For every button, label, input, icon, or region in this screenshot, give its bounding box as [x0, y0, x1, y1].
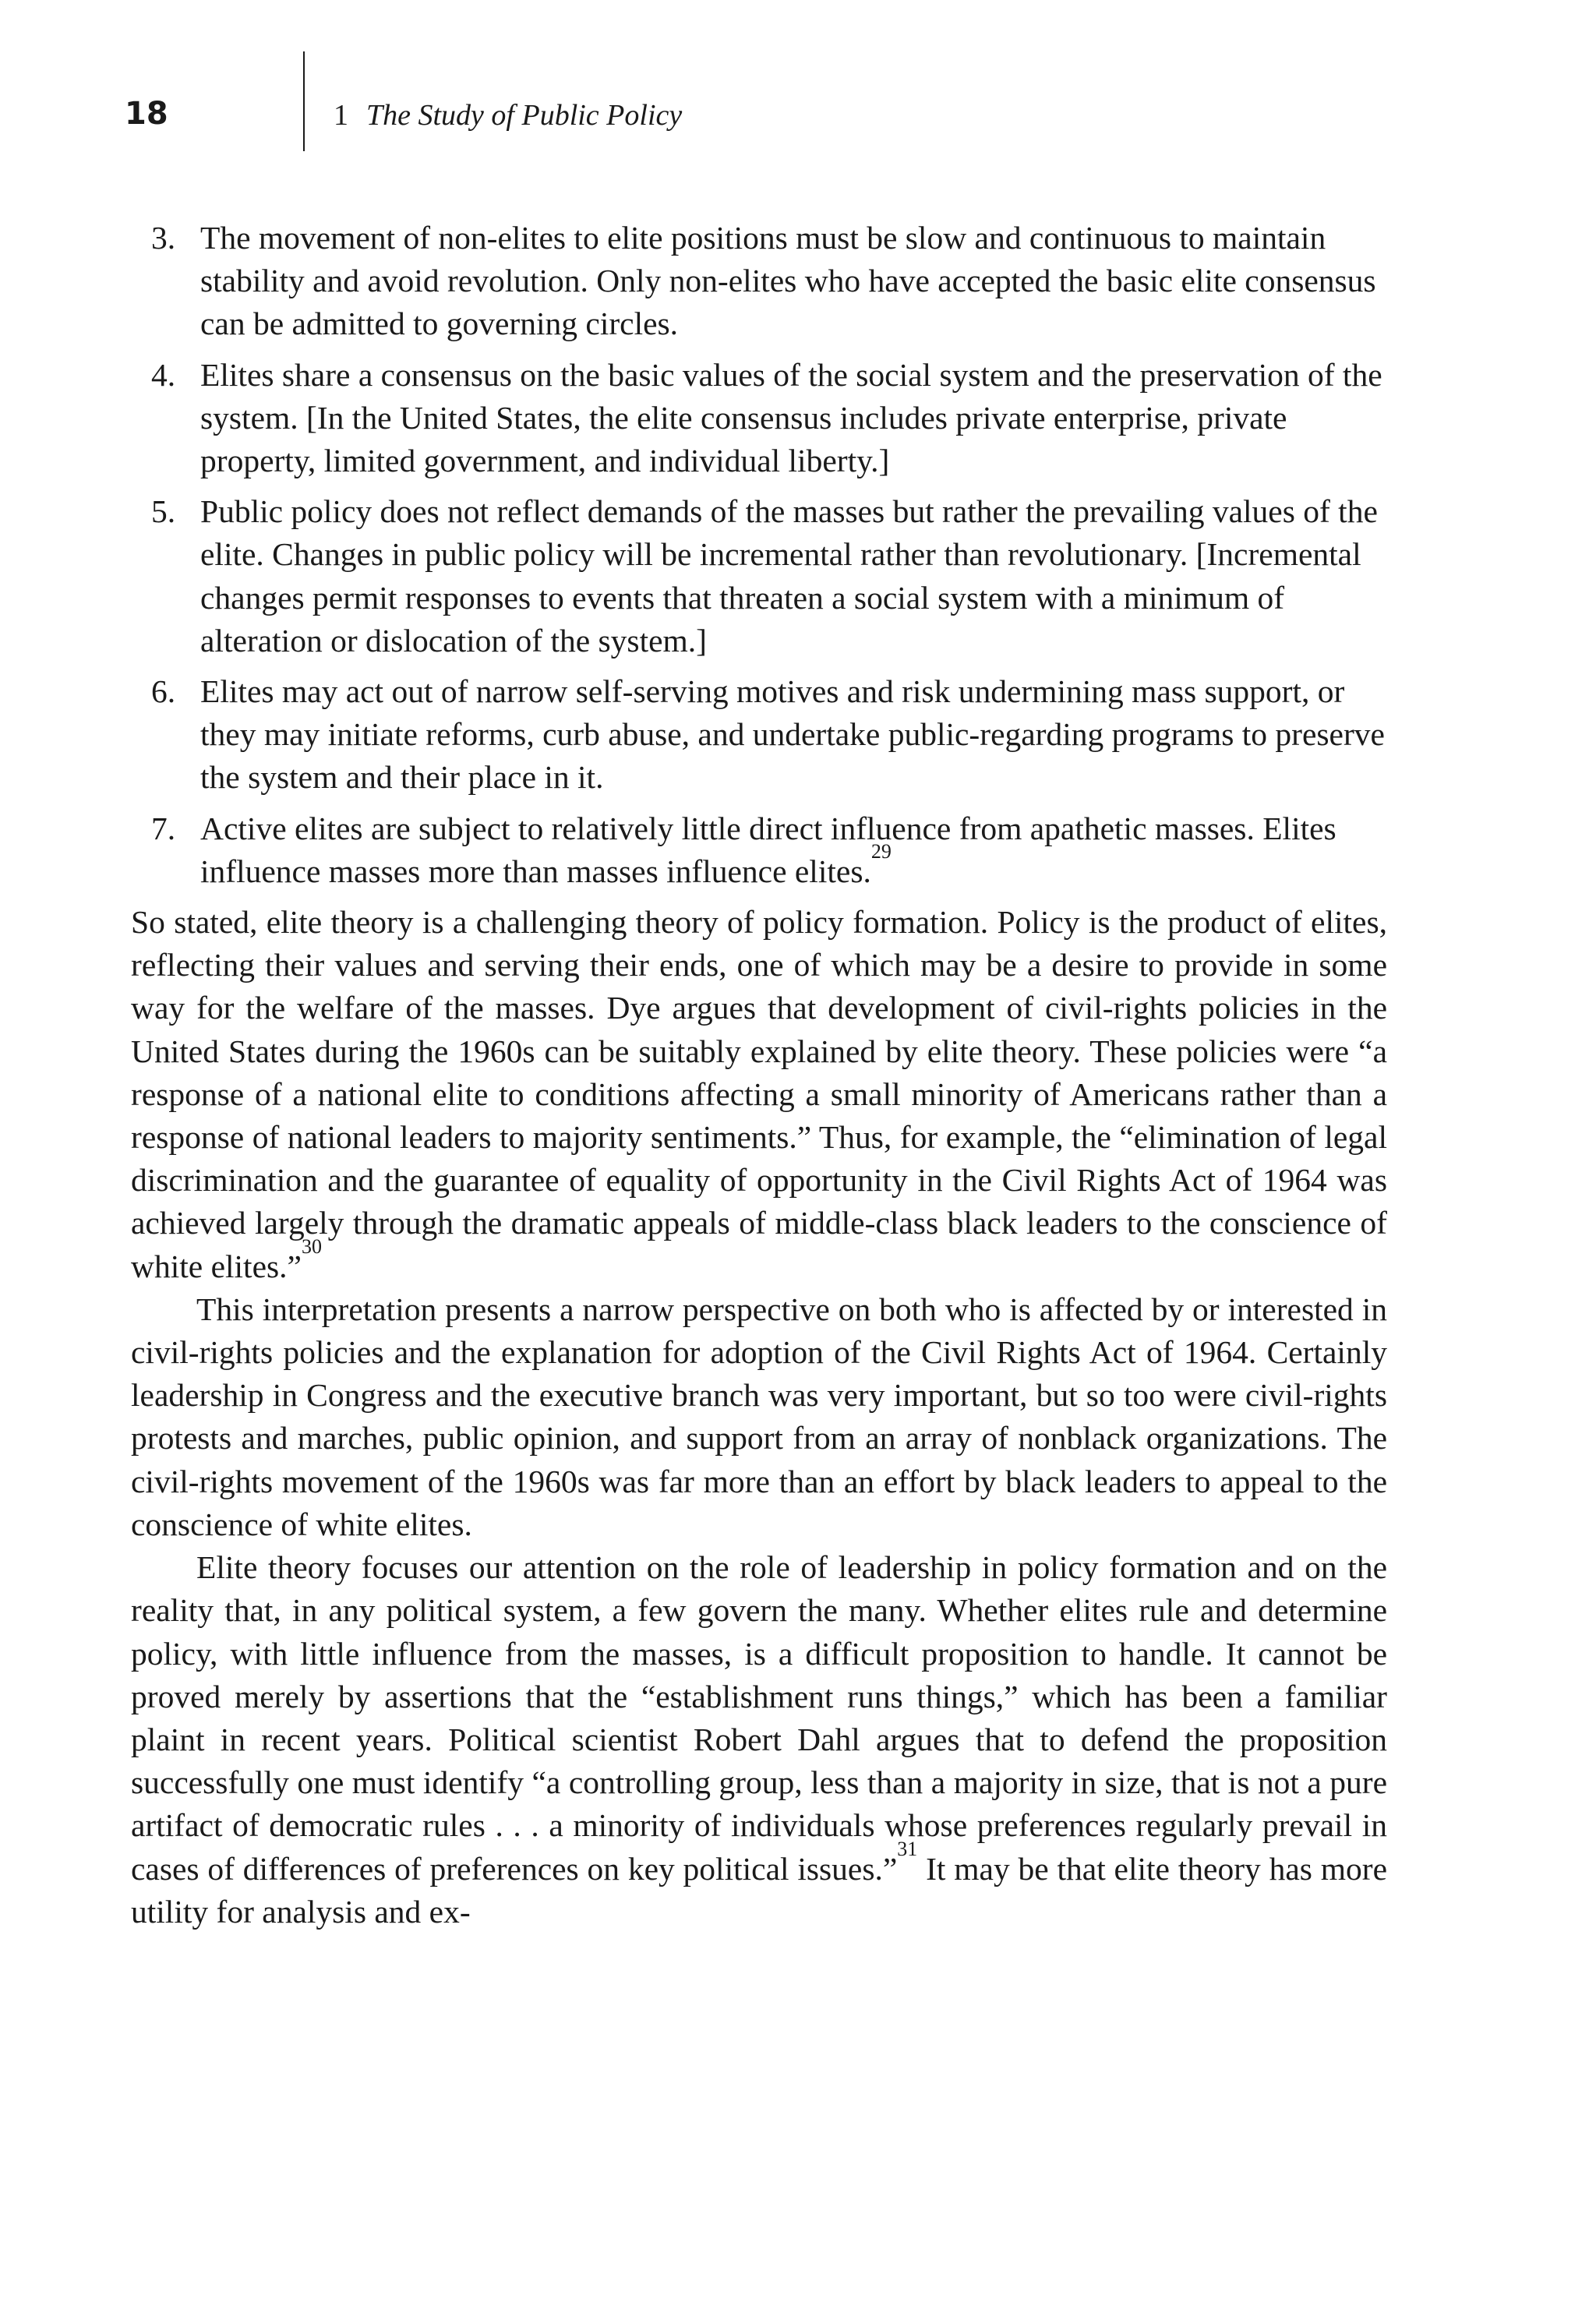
- chapter-title: The Study of Public Policy: [366, 99, 683, 132]
- list-item-text: The movement of non-elites to elite positions must be slow and continuous to maintain stability and avoid revolution. Only non-elites who have accepted the basic elite consensus can be admitted to governing circles.: [200, 220, 1376, 342]
- list-item-number: 3.: [151, 220, 176, 256]
- list-item-text: Public policy does not reflect demands of the masses but rather the prevailing values of the elite. Changes in public policy will be incremental rather than revolutionary. [Incremental changes permit responses to events that threaten a social system with a minimum of alteration or dislocation of the system.]: [200, 493, 1378, 659]
- list-item-number: 4.: [151, 356, 176, 393]
- running-head: [125, 92, 1527, 154]
- header-divider: [303, 51, 305, 151]
- list-item: [131, 807, 1387, 893]
- chapter-number: 1: [334, 99, 348, 132]
- list-item-number: 6.: [151, 673, 176, 710]
- paragraph: [131, 1546, 1387, 1933]
- footnote-marker: 30: [301, 1234, 322, 1258]
- list-item-text: Active elites are subject to relatively little direct influence from apathetic masses. Elites influence masses more than masses influence elites.: [200, 810, 1336, 889]
- footnote-marker: 31: [897, 1837, 918, 1860]
- list-item: [131, 354, 1387, 483]
- list-item-number: 7.: [151, 810, 176, 846]
- footnote-marker: 29: [870, 840, 892, 863]
- paragraph-text-continued: It may be that elite theory has more utility for analysis and ex-: [131, 1850, 1387, 1930]
- paragraph-text: This interpretation presents a narrow perspective on both who is affected by or interested in civil-rights policies and the explanation for adoption of the Civil Rights Act of 1964. Certainly leadership in Congress and the executive branch was very important, but so too were civil-rights protests and marches, public opinion, and support from an array of nonblack organizations. The civil-rights movement of the 1960s was far more than an effort by black leaders to appeal to the conscience of white elites.: [131, 1291, 1387, 1542]
- list-item: [131, 490, 1387, 662]
- paragraph: [131, 1288, 1387, 1546]
- body-text: [131, 217, 1387, 1933]
- paragraph-text: Elite theory focuses our attention on the role of leadership in policy formation and on the reality that, in any political system, a few govern the many. Whether elites rule and determine policy, with little influence from the masses, is a difficult proposition to handle. It cannot be proved merely by assertions that the “establishment runs things,” which has been a familiar plaint in recent years. Political scientist Robert Dahl argues that to defend the proposition successfully one must identify “a controlling group, less than a majority in size, that is not a pure artifact of democratic rules . . . a minority of individuals whose preferences regularly prevail in cases of differences of preferences on key political issues.”: [131, 1549, 1387, 1887]
- list-item-number: 5.: [151, 493, 176, 530]
- list-item: [131, 217, 1387, 346]
- page-number: 18: [125, 96, 168, 132]
- paragraph: [131, 901, 1387, 1288]
- list-item-text: Elites may act out of narrow self-serving motives and risk undermining mass support, or they may initiate reforms, curb abuse, and undertake public-regarding programs to preserve the system and their place in it.: [200, 673, 1385, 796]
- list-item-text: Elites share a consensus on the basic values of the social system and the preservation of the system. [In the United States, the elite consensus includes private enterprise, private property, limited government, and individual liberty.]: [200, 356, 1382, 479]
- list-item: [131, 670, 1387, 800]
- paragraph-text: So stated, elite theory is a challenging theory of policy formation. Policy is the product of elites, reflecting their values and serving their ends, one of which may be a desire to provide in some way for the welfare of the masses. Dye argues that development of civil-rights policies in the United States during the 1960s can be suitably explained by elite theory. These policies were “a response of a national elite to conditions affecting a small minority of Americans rather than a response of national leaders to majority sentiments.” Thus, for example, the “elimination of legal discrimination and the guarantee of equality of opportunity in the Civil Rights Act of 1964 was achieved largely through the dramatic appeals of middle-class black leaders to the conscience of white elites.”: [131, 904, 1387, 1284]
